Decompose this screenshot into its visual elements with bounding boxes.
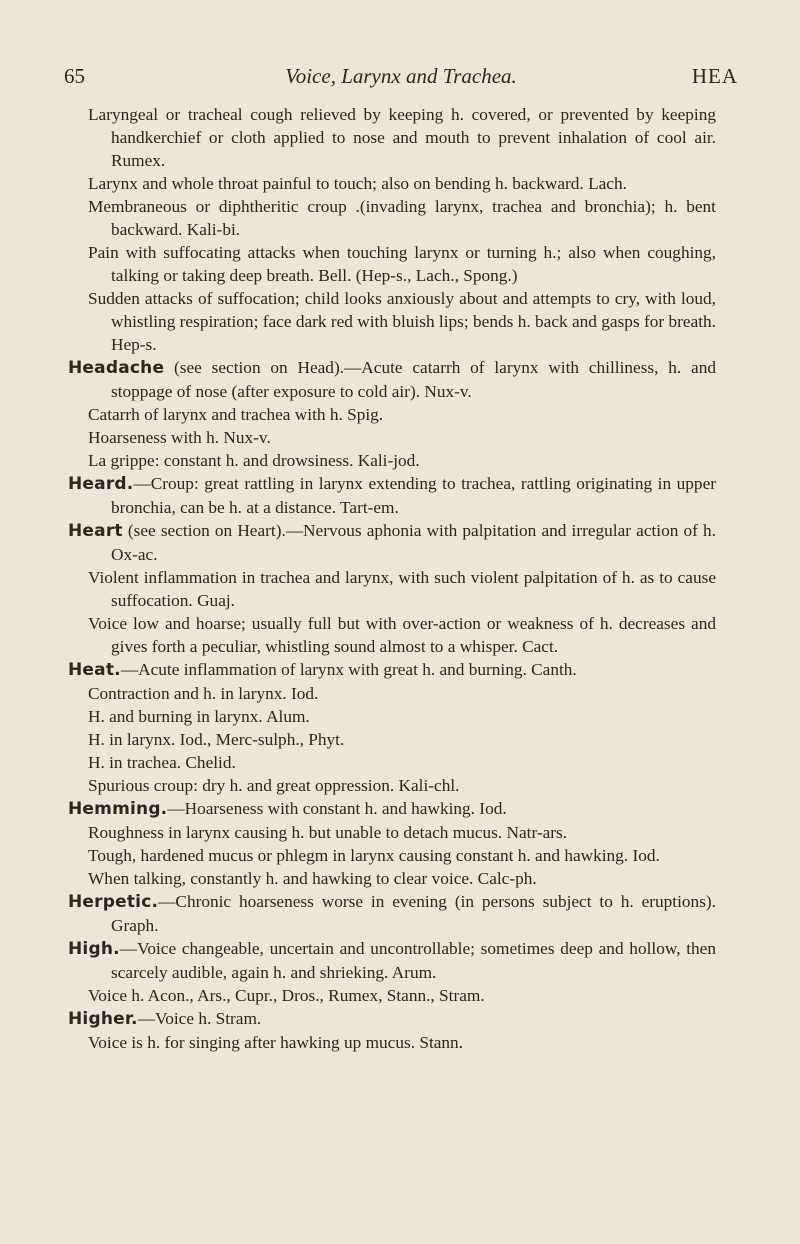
entry-text: —Voice changeable, uncertain and uncontrollable; sometimes deep and hollow, then scarcely audible, again h. and shrieking. Arum. xyxy=(111,939,716,982)
entry-text: Sudden attacks of suffocation; child looks anxiously about and attempts to cry, with loud, whistling respiration; face dark red with bluish lips; bends h. back and gasps for breath. Hep-s. xyxy=(88,289,716,354)
page-number: 65 xyxy=(64,64,85,88)
entry-text: H. in larynx. Iod., Merc-sulph., Phyt. xyxy=(88,730,345,749)
entry-text: —Voice h. Stram. xyxy=(137,1009,262,1028)
entry-text: Voice low and hoarse; usually full but with over-action or weakness of h. decreases and gives forth a peculiar, whistling sound almost to a whisper. Cact. xyxy=(88,614,716,656)
entry-heading: Heart xyxy=(68,521,123,541)
entry-text: When talking, constantly h. and hawking to clear voice. Calc-ph. xyxy=(88,869,537,888)
main-entry xyxy=(68,937,716,984)
entry-text: (see section on Head).—Acute catarrh of larynx with chilliness, h. and stoppage of nose (after exposure to cold air). Nux-v. xyxy=(111,358,716,401)
entry-text: —Croup: great rattling in larynx extending to trachea, rattling originating in upper bronchia, can be h. at a distance. Tart-em. xyxy=(111,474,716,517)
entry-text: H. and burning in larynx. Alum. xyxy=(88,707,310,726)
entry-text: Roughness in larynx causing h. but unable to detach mucus. Natr-ars. xyxy=(88,823,568,842)
entry-text: —Acute inflammation of larynx with great h. and burning. Canth. xyxy=(120,660,577,679)
entry-text: Tough, hardened mucus or phlegm in larynx causing constant h. and hawking. Iod. xyxy=(88,846,660,865)
sub-entry xyxy=(88,426,716,449)
main-entry xyxy=(68,356,716,403)
main-entry xyxy=(68,797,716,821)
running-header xyxy=(64,62,738,90)
entry-text: Larynx and whole throat painful to touch; also on bending h. backward. Lach. xyxy=(88,174,627,193)
entry-heading: Hemming. xyxy=(68,799,168,819)
main-entry xyxy=(68,890,716,937)
entry-text: Laryngeal or tracheal cough relieved by keeping h. covered, or prevented by keeping handkerchief or cloth applied to nose and mouth to prevent inhalation of cool air. Rumex. xyxy=(88,105,716,170)
entry-text: Catarrh of larynx and trachea with h. Spig. xyxy=(88,405,384,424)
sub-entry xyxy=(88,774,716,797)
entry-heading: High. xyxy=(68,939,120,959)
sub-entry xyxy=(88,867,716,890)
sub-entry xyxy=(88,751,716,774)
entry-text: (see section on Heart).—Nervous aphonia with palpitation and irregular action of h. Ox-ac. xyxy=(111,521,716,564)
entry-list xyxy=(68,103,716,1054)
entry-heading: Heat. xyxy=(68,660,121,680)
entry-heading: Headache xyxy=(68,358,165,378)
entry-text: La grippe: constant h. and drowsiness. Kali-jod. xyxy=(88,451,420,470)
entry-text: —Hoarseness with constant h. and hawking. Iod. xyxy=(167,799,507,818)
entry-text: Voice h. Acon., Ars., Cupr., Dros., Rumex, Stann., Stram. xyxy=(88,986,485,1005)
sub-entry xyxy=(88,682,716,705)
section-abbreviation: HEA xyxy=(691,64,738,88)
sub-entry xyxy=(88,103,716,172)
entry-text: Hoarseness with h. Nux-v. xyxy=(88,428,271,447)
entry-heading: Heard. xyxy=(68,474,134,494)
main-entry xyxy=(68,472,716,519)
entry-heading: Herpetic. xyxy=(68,892,159,912)
entry-text: —Chronic hoarseness worse in evening (in persons subject to h. eruptions). Graph. xyxy=(111,892,716,935)
sub-entry xyxy=(88,1031,716,1054)
sub-entry xyxy=(88,241,716,287)
main-entry xyxy=(68,1007,716,1031)
sub-entry xyxy=(88,449,716,472)
sub-entry xyxy=(88,403,716,426)
sub-entry xyxy=(88,172,716,195)
sub-entry xyxy=(88,566,716,612)
main-entry xyxy=(68,658,716,682)
sub-entry xyxy=(88,287,716,356)
entry-text: Spurious croup: dry h. and great oppression. Kali-chl. xyxy=(88,776,460,795)
entry-text: Violent inflammation in trachea and larynx, with such violent palpitation of h. as to cause suffocation. Guaj. xyxy=(88,568,716,610)
sub-entry xyxy=(88,195,716,241)
entry-text: Contraction and h. in larynx. Iod. xyxy=(88,684,319,703)
entry-text: Membraneous or diphtheritic croup .(invading larynx, trachea and bronchia); h. bent backward. Kali-bi. xyxy=(88,197,716,239)
sub-entry xyxy=(88,705,716,728)
entry-text: Voice is h. for singing after hawking up mucus. Stann. xyxy=(88,1033,464,1052)
entry-text: H. in trachea. Chelid. xyxy=(88,753,236,772)
sub-entry xyxy=(88,728,716,751)
sub-entry xyxy=(88,821,716,844)
sub-entry xyxy=(88,612,716,658)
main-entry xyxy=(68,519,716,566)
entry-heading: Higher. xyxy=(68,1009,138,1029)
entry-text: Pain with suffocating attacks when touching larynx or turning h.; also when coughing, talking or taking deep breath. Bell. (Hep-s., Lach., Spong.) xyxy=(88,243,716,285)
sub-entry xyxy=(88,844,716,867)
page-title: Voice, Larynx and Trachea. xyxy=(285,64,517,88)
sub-entry xyxy=(88,984,716,1007)
